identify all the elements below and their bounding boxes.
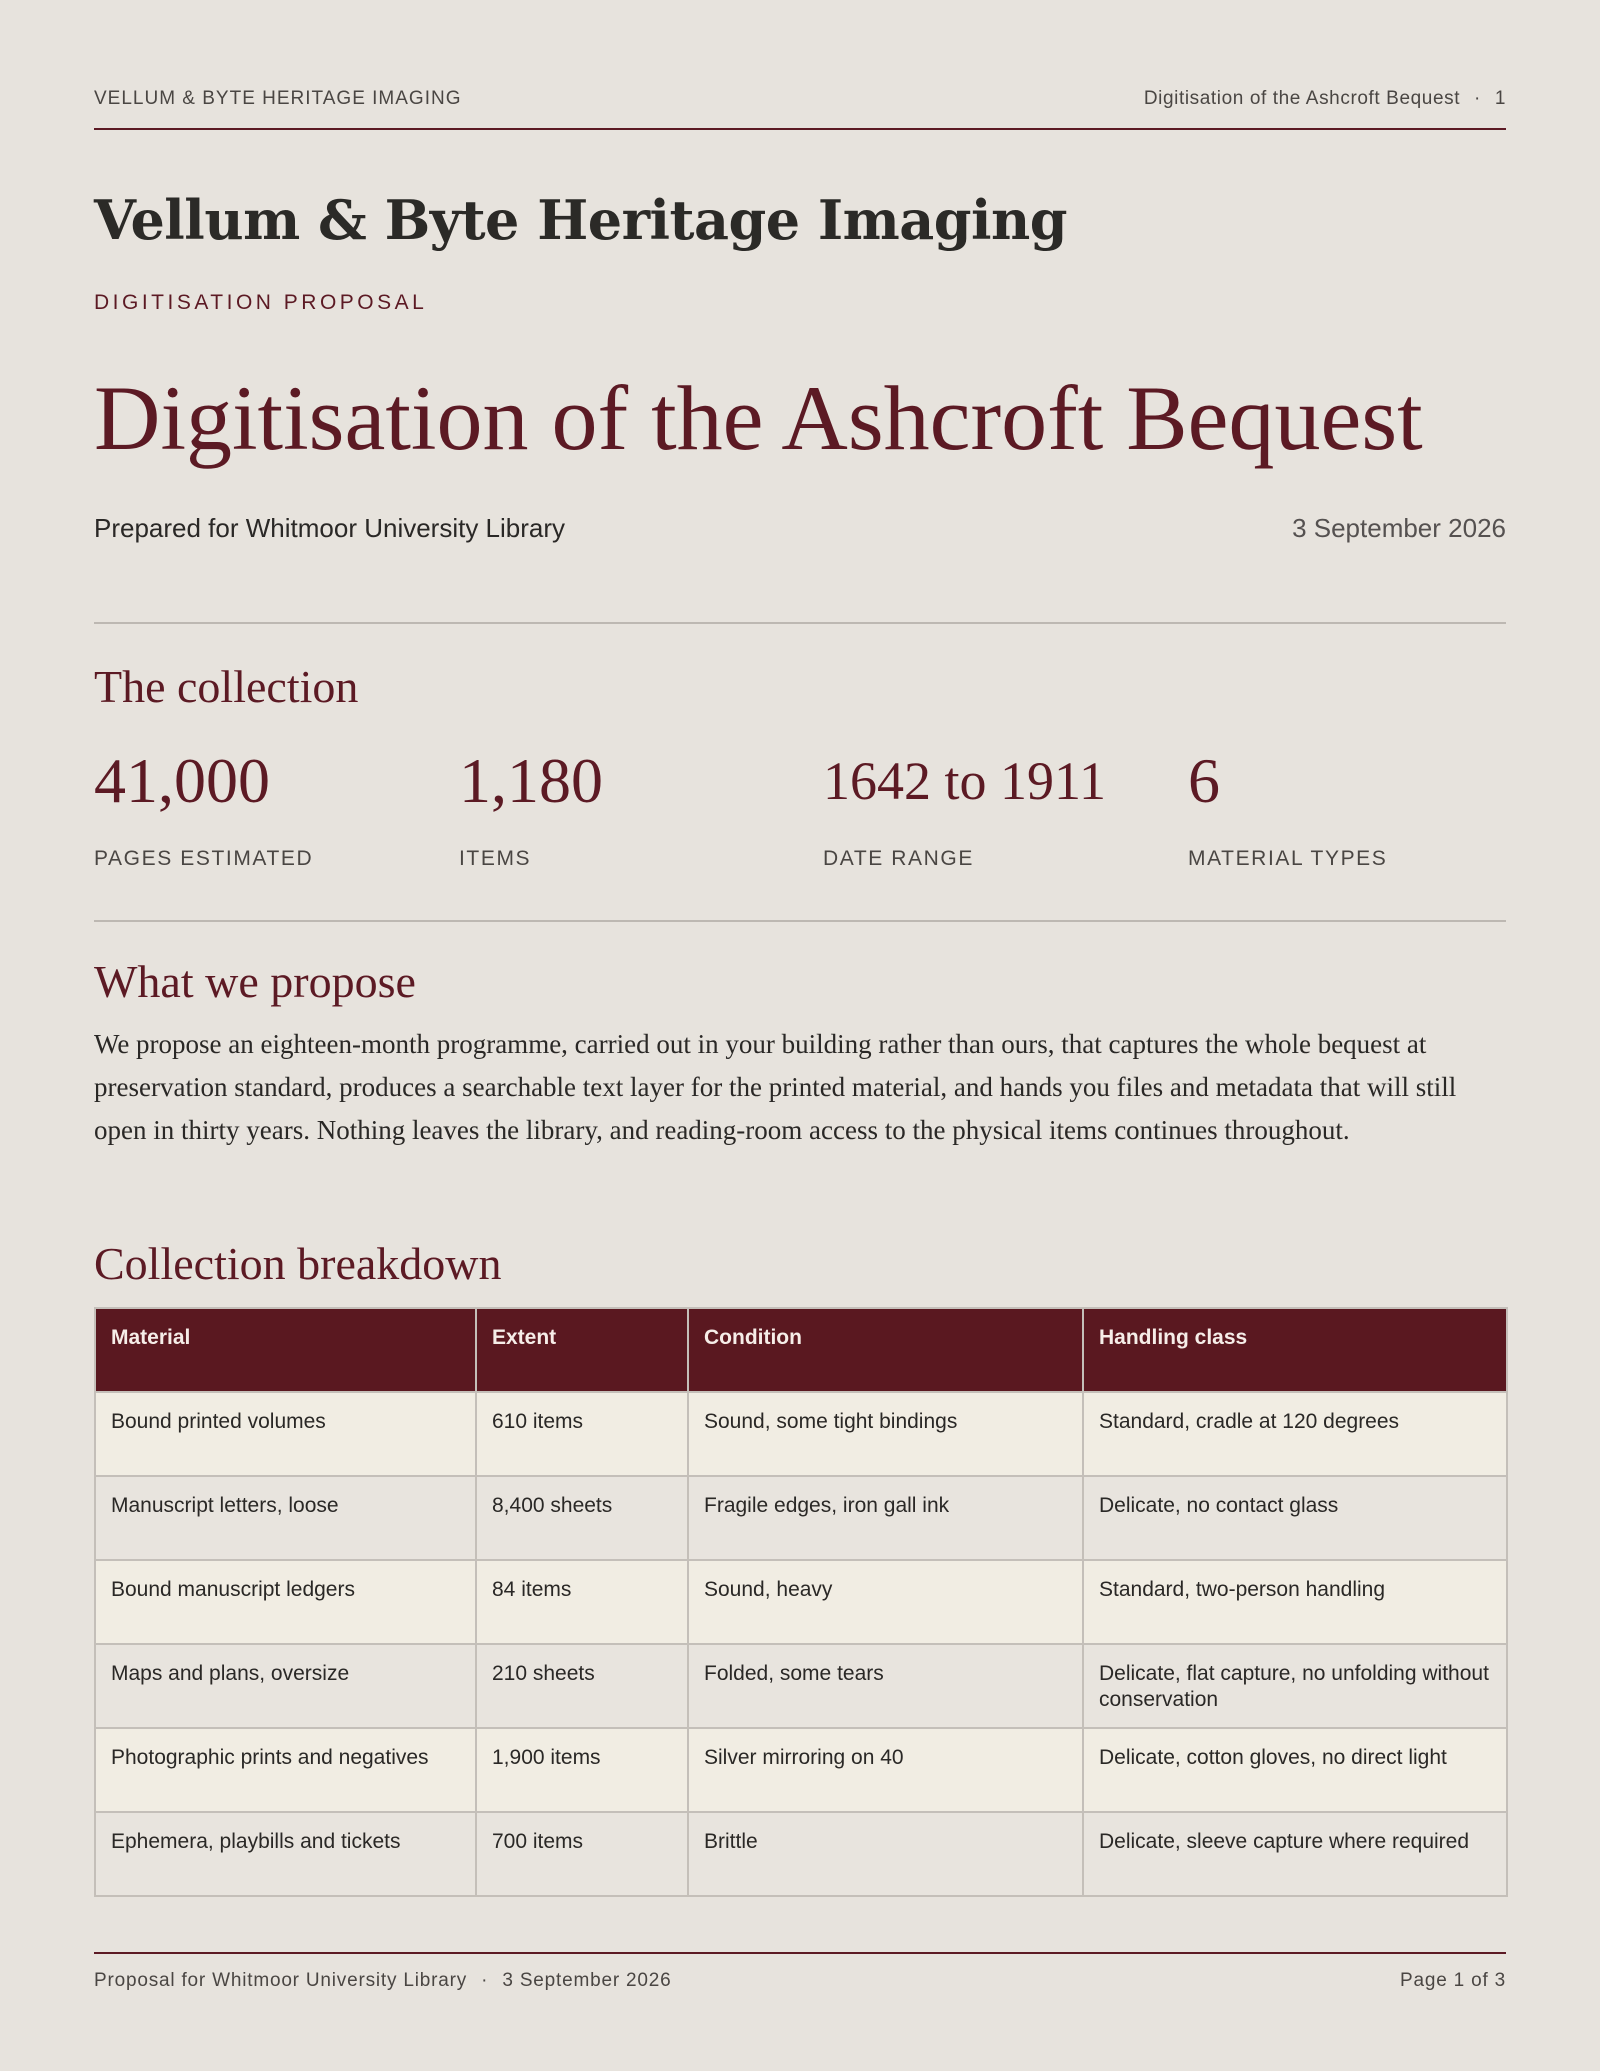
- stat-value: 1642 to 1911: [823, 751, 1106, 811]
- company-name: Vellum & Byte Heritage Imaging: [94, 188, 1068, 252]
- cell-condition: Sound, some tight bindings: [688, 1392, 1083, 1476]
- column-header-handling-class: Handling class: [1083, 1308, 1507, 1392]
- cell-condition: Folded, some tears: [688, 1644, 1083, 1728]
- stat-value: 1,180: [459, 745, 603, 816]
- cell-condition: Fragile edges, iron gall ink: [688, 1476, 1083, 1560]
- cell-extent: 1,900 items: [476, 1728, 688, 1812]
- cell-extent: 84 items: [476, 1560, 688, 1644]
- document-page: [94, 0, 1506, 2071]
- document-type: DIGITISATION PROPOSAL: [94, 291, 428, 314]
- cell-condition: Brittle: [688, 1812, 1083, 1896]
- section-divider: [94, 622, 1506, 624]
- cell-extent: 610 items: [476, 1392, 688, 1476]
- cell-material: Bound manuscript ledgers: [95, 1560, 476, 1644]
- cell-material: Bound printed volumes: [95, 1392, 476, 1476]
- column-header-material: Material: [95, 1308, 476, 1392]
- cell-handling: Delicate, no contact glass: [1083, 1476, 1507, 1560]
- stat-pages: [94, 745, 414, 870]
- stat-items: [459, 745, 779, 870]
- table-row: [95, 1728, 1507, 1812]
- stat-material-types: [1188, 745, 1508, 870]
- header-company: VELLUM & BYTE HERITAGE IMAGING: [94, 88, 462, 109]
- header-page-number: 1: [1494, 88, 1506, 109]
- column-header-condition: Condition: [688, 1308, 1083, 1392]
- stat-label: ITEMS: [459, 847, 532, 870]
- cell-handling: Standard, cradle at 120 degrees: [1083, 1392, 1507, 1476]
- stat-value: 6: [1188, 745, 1220, 816]
- document-title: Digitisation of the Ashcroft Bequest: [94, 367, 1423, 469]
- cell-material: Photographic prints and negatives: [95, 1728, 476, 1812]
- stat-date-range: [823, 745, 1143, 870]
- footer-left: [94, 1970, 672, 1992]
- collection-stats: [94, 745, 1506, 875]
- cell-handling: Delicate, cotton gloves, no direct light: [1083, 1728, 1507, 1812]
- cell-condition: Sound, heavy: [688, 1560, 1083, 1644]
- running-footer: [94, 1952, 1506, 1992]
- table-row: [95, 1476, 1507, 1560]
- footer-date: 3 September 2026: [502, 1970, 672, 1991]
- running-header: [94, 88, 1506, 130]
- cell-material: Manuscript letters, loose: [95, 1476, 476, 1560]
- section-divider: [94, 920, 1506, 922]
- table-row: [95, 1560, 1507, 1644]
- prepared-for: Prepared for Whitmoor University Library: [94, 513, 566, 543]
- stat-label: DATE RANGE: [823, 847, 974, 870]
- cell-handling: Standard, two-person handling: [1083, 1560, 1507, 1644]
- header-separator: ·: [1474, 88, 1481, 109]
- cell-material: Ephemera, playbills and tickets: [95, 1812, 476, 1896]
- cell-handling: Delicate, flat capture, no unfolding without conservation: [1083, 1644, 1507, 1728]
- cell-condition: Silver mirroring on 40: [688, 1728, 1083, 1812]
- cell-material: Maps and plans, oversize: [95, 1644, 476, 1728]
- header-doc-ref: [1144, 88, 1506, 110]
- table-header-row: [95, 1308, 1507, 1392]
- cell-extent: 700 items: [476, 1812, 688, 1896]
- cell-handling: Delicate, sleeve capture where required: [1083, 1812, 1507, 1896]
- collection-heading: The collection: [94, 661, 359, 712]
- stat-label: PAGES ESTIMATED: [94, 847, 314, 870]
- cell-extent: 8,400 sheets: [476, 1476, 688, 1560]
- stat-label: MATERIAL TYPES: [1188, 847, 1388, 870]
- footer-recipient: Proposal for Whitmoor University Library: [94, 1970, 468, 1991]
- footer-separator: ·: [481, 1970, 489, 1991]
- cell-extent: 210 sheets: [476, 1644, 688, 1728]
- stat-value: 41,000: [94, 745, 270, 816]
- proposal-text: We propose an eighteen-month programme, carried out in your building rather than ours, that captures the whole bequest at preservation standard, produces a searchable text layer for the printed material, and hands you files and metadata that will still open in thirty years. Nothing leaves the library, and reading-room access to the physical items continues throughout.: [94, 1029, 1457, 1145]
- table-row: [95, 1392, 1507, 1476]
- table-row: [95, 1644, 1507, 1728]
- table-row: [95, 1812, 1507, 1896]
- column-header-extent: Extent: [476, 1308, 688, 1392]
- breakdown-heading: Collection breakdown: [94, 1238, 502, 1289]
- footer-page-count: Page 1 of 3: [1400, 1970, 1506, 1991]
- document-date: 3 September 2026: [1292, 513, 1506, 543]
- header-doc-title: Digitisation of the Ashcroft Bequest: [1143, 88, 1461, 109]
- proposal-heading: What we propose: [94, 956, 416, 1007]
- collection-breakdown-table: [94, 1307, 1508, 1897]
